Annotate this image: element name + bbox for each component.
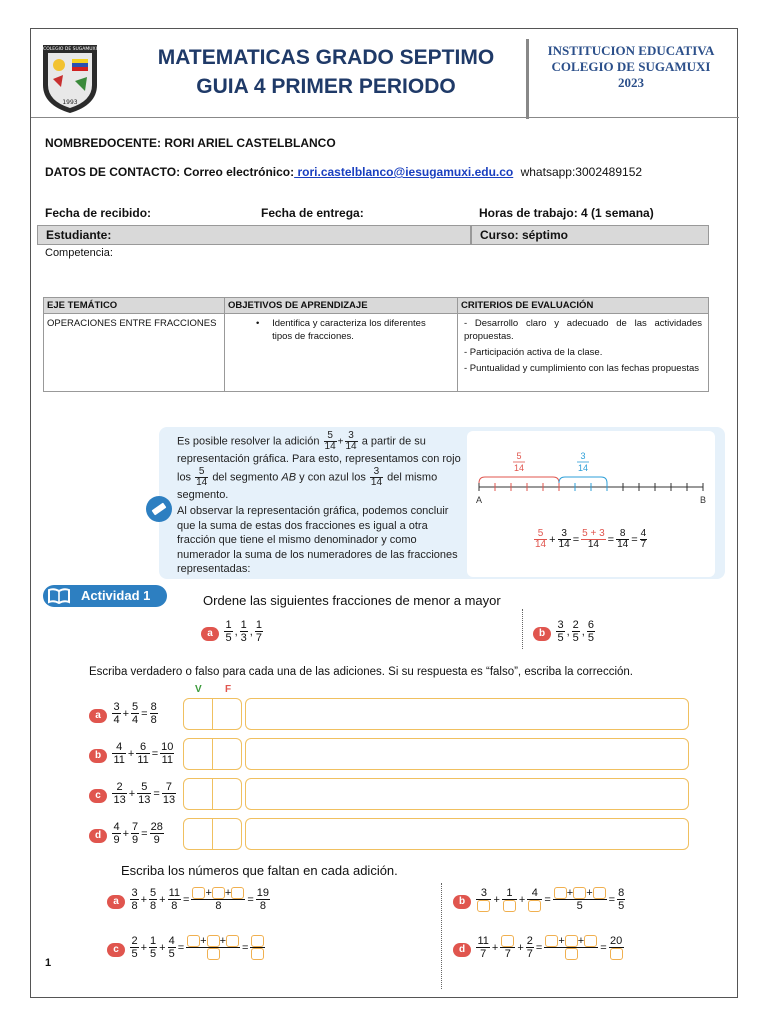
tf-row [31, 777, 739, 811]
true-checkbox[interactable] [183, 698, 213, 730]
course-field: Curso: séptimo [471, 225, 709, 245]
pencil-icon [145, 495, 173, 523]
blue-brace [559, 477, 607, 483]
svg-text:COLEGIO DE SUGAMUXI: COLEGIO DE SUGAMUXI [43, 47, 97, 52]
contact-line: DATOS DE CONTACTO: Correo electrónico: rori.castelblanco@iesugamuxi.edu.co whatsapp:3002489152 [45, 165, 643, 179]
correction-field[interactable] [245, 698, 689, 730]
blank-box[interactable] [573, 887, 586, 899]
book-icon [47, 588, 71, 604]
order-item-b: b $\frac{3}{5}$ , $\frac{2}{5}$ , $\frac{6}{5}$ [533, 619, 596, 644]
email-link[interactable]: rori.castelblanco@iesugamuxi.edu.co [294, 165, 514, 179]
blank-box[interactable] [545, 935, 558, 947]
false-checkbox[interactable] [212, 778, 242, 810]
teacher-name: NOMBREDOCENTE: RORI ARIEL CASTELBLANCO [45, 136, 336, 150]
svg-text:1993: 1993 [62, 99, 78, 106]
fecha-recibido: Fecha de recibido: [45, 206, 152, 220]
blank-box[interactable] [501, 935, 514, 947]
tf-equation: a $\frac{3}{4}$ + $\frac{5}{4}$ = $\frac{8}{8}$ [89, 701, 159, 726]
order-item-a: a $\frac{1}{5}$ , $\frac{1}{3}$ , $\frac{1}{7}$ [201, 619, 264, 644]
blank-box[interactable] [212, 887, 225, 899]
blank-box[interactable] [207, 948, 220, 960]
blank-box[interactable] [565, 948, 578, 960]
blank-box[interactable] [593, 887, 606, 899]
student-field[interactable]: Estudiante: [37, 225, 471, 245]
blue-fraction-num: 3 [580, 451, 586, 461]
horas-trabajo: Horas de trabajo: 4 (1 semana) [479, 206, 654, 220]
cell-criterios: - Desarrollo claro y adecuado de las actividades propuestas. - Participación activa de la clase. - Puntualidad y cumplimiento con las fechas propuestas [458, 314, 709, 392]
sum-equation: $\frac{5}{14}$ + $\frac{3}{14}$ = $\frac{5 + 3}{14}$ = $\frac{8}{14}$ = $\frac{4}{7}$ [535, 528, 647, 550]
red-fraction-den: 14 [513, 463, 525, 473]
header-divider [526, 39, 529, 119]
red-fraction-num: 5 [516, 451, 522, 461]
actividad-1-label: Actividad 1 [43, 585, 167, 607]
blank-box[interactable] [477, 900, 490, 912]
missing-item-a: a $\frac{3}{8}$ + $\frac{5}{8}$ + $\frac{11}{8}$ = + + 8 = $\frac{19}{8}$ [107, 887, 271, 912]
tf-row [31, 737, 739, 771]
tf-equation: c $\frac{2}{13}$ + $\frac{5}{13}$ = $\frac{7}{13}$ [89, 781, 177, 806]
point-b-label: B [699, 495, 707, 505]
explanation-text: Es posible resolver la adición $\frac{5}{14}$ + $\frac{3}{14}$ a partir de su representación gráfica. Para esto, representamos con rojo los $\frac{5}{14}$ del segmento AB y con azul los $\frac{3}{14}$ del mismo segmento. Al observar la representación gráfica, podemos concluir que la suma de estas dos fracciones es igual a otra fracción que tiene el mismo denominador y como numerador la suma de los numeradores de las fracciones representadas: [177, 430, 461, 575]
page-title: MATEMATICAS GRADO SEPTIMO GUIA 4 PRIMER PERIODO [157, 46, 495, 98]
blank-box[interactable] [565, 935, 578, 947]
blank-box[interactable] [251, 948, 264, 960]
correction-field[interactable] [245, 738, 689, 770]
instruction-missing: Escriba los números que faltan en cada adición. [121, 863, 398, 878]
true-checkbox[interactable] [183, 738, 213, 770]
blank-box[interactable] [207, 935, 220, 947]
point-a-label: A [475, 495, 483, 505]
red-brace [479, 477, 559, 483]
blank-box[interactable] [528, 900, 541, 912]
blue-fraction-den: 14 [577, 463, 589, 473]
true-checkbox[interactable] [183, 818, 213, 850]
blank-box[interactable] [192, 887, 205, 899]
separator [522, 609, 523, 649]
blank-box[interactable] [251, 935, 264, 947]
missing-item-b: b 3 + 1 + 4 = + + 5 = $\frac{8}{5}$ [453, 887, 626, 912]
fecha-entrega: Fecha de entrega: [261, 206, 364, 220]
instruction-order: Ordene las siguientes fracciones de menor a mayor [203, 593, 501, 608]
v-header: V [195, 684, 202, 695]
correction-field[interactable] [245, 818, 689, 850]
missing-item-c: c $\frac{2}{5}$ + $\frac{1}{5}$ + $\frac{4}{5}$ = + + = [107, 935, 266, 960]
blank-box[interactable] [226, 935, 239, 947]
separator [441, 883, 442, 989]
tf-equation: d $\frac{4}{9}$ + $\frac{7}{9}$ = $\frac{28}{9}$ [89, 821, 165, 846]
blank-box[interactable] [584, 935, 597, 947]
correction-field[interactable] [245, 778, 689, 810]
true-checkbox[interactable] [183, 778, 213, 810]
header-rule [31, 117, 739, 118]
institution-name: INSTITUCION EDUCATIVA COLEGIO DE SUGAMUXI 2023 [547, 43, 715, 90]
col-header-eje: EJE TEMÁTICO [44, 298, 225, 314]
f-header: F [225, 684, 232, 695]
number-line-figure [467, 431, 715, 577]
cell-objetivo: • Identifica y caracteriza los diferentes tipos de fracciones. [225, 314, 458, 392]
competencia-label: Competencia: [45, 247, 113, 259]
page-number: 1 [45, 957, 52, 969]
tf-equation: b $\frac{4}{11}$ + $\frac{6}{11}$ = $\frac{10}{11}$ [89, 741, 175, 766]
cell-eje: OPERACIONES ENTRE FRACCIONES [44, 314, 225, 392]
false-checkbox[interactable] [212, 698, 242, 730]
tf-row [31, 817, 739, 851]
false-checkbox[interactable] [212, 818, 242, 850]
instruction-true-false: Escriba verdadero o falso para cada una de las adiciones. Si su respuesta es “falso”, escriba la corrección. [89, 666, 633, 678]
col-header-objetivos: OBJETIVOS DE APRENDIZAJE [225, 298, 458, 314]
blank-box[interactable] [231, 887, 244, 899]
tf-row [31, 697, 739, 731]
col-header-criterios: CRITERIOS DE EVALUACIÓN [458, 298, 709, 314]
missing-item-d: d $\frac{11}{7}$ + 7 + $\frac{2}{7}$ = + + = 20 [453, 935, 625, 960]
number-line-svg [467, 431, 715, 577]
page-frame [30, 28, 738, 998]
blank-box[interactable] [187, 935, 200, 947]
blank-box[interactable] [554, 887, 567, 899]
false-checkbox[interactable] [212, 738, 242, 770]
blank-box[interactable] [610, 948, 623, 960]
blank-box[interactable] [503, 900, 516, 912]
school-shield-logo [39, 41, 101, 115]
curriculum-table [43, 297, 709, 392]
